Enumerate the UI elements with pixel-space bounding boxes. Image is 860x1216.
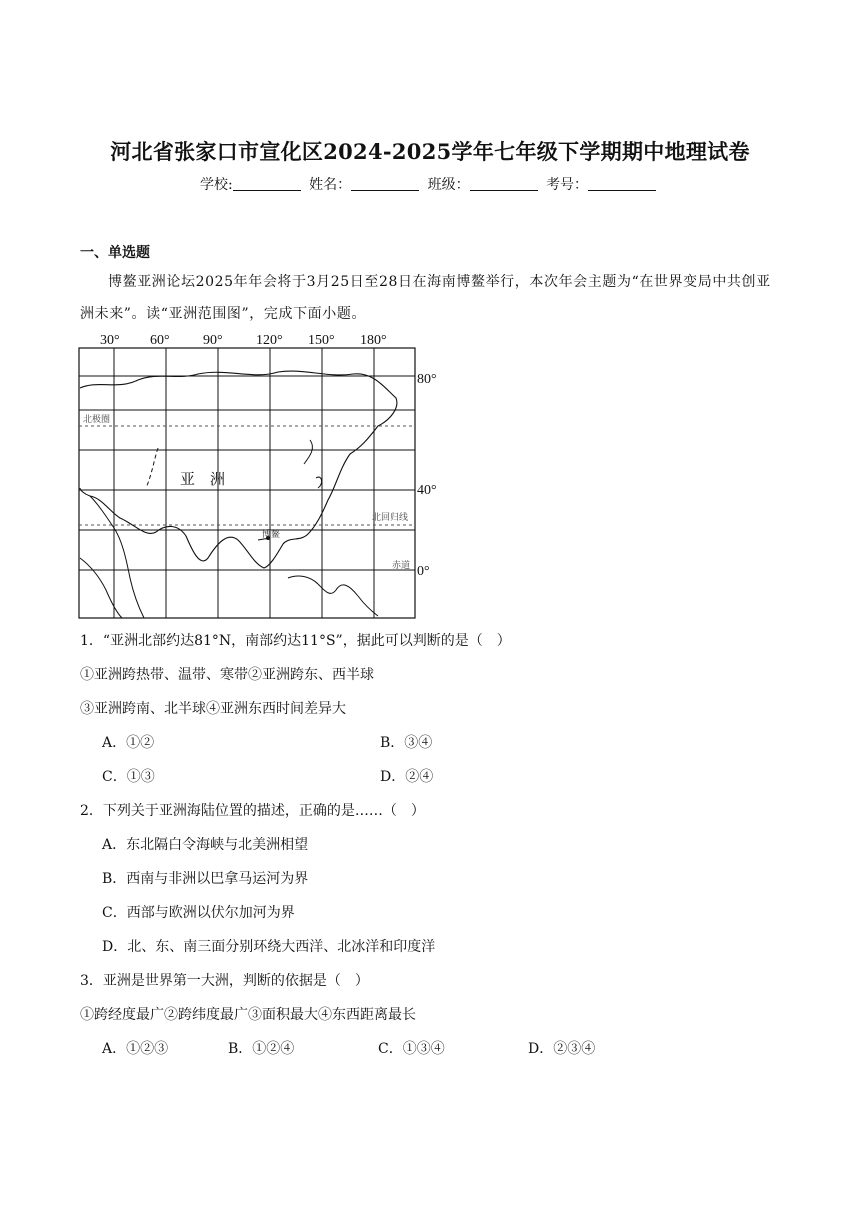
exam-number-label: 考号：: [546, 177, 589, 193]
name-label: 姓名：: [309, 177, 352, 193]
question-3-option-b[interactable]: B．①②④: [228, 1041, 295, 1057]
question-2-option-a[interactable]: A．东北隔白令海峡与北美洲相望: [102, 837, 309, 853]
lon-label-120: 120°: [256, 333, 283, 348]
boao-label: 博鳌: [262, 530, 281, 540]
class-blank[interactable]: [470, 176, 538, 191]
question-1-option-c[interactable]: C．①③: [102, 769, 155, 785]
question-2-option-b[interactable]: B．西南与非洲以巴拿马运河为界: [102, 871, 309, 887]
arctic-circle-label: 北极圈: [83, 415, 111, 425]
question-3-option-d[interactable]: D．②③④: [528, 1041, 596, 1057]
equator-label: 赤道: [392, 561, 411, 571]
question-3-stem: 3．亚洲是世界第一大洲，判断的依据是（ ）: [80, 973, 369, 989]
student-info-row: [0, 174, 860, 194]
lon-label-60: 60°: [150, 333, 170, 348]
question-1-statement-1: ①亚洲跨热带、温带、寒带②亚洲跨东、西半球: [80, 667, 374, 683]
exam-number-blank[interactable]: [588, 176, 656, 191]
class-label: 班级：: [427, 177, 470, 193]
lat-label-80: 80°: [417, 372, 437, 387]
lon-label-150: 150°: [308, 333, 335, 348]
question-1-option-d[interactable]: D．②④: [380, 769, 434, 785]
question-1-stem: 1．“亚洲北部约达81°N，南部约达11°S”，据此可以判断的是（ ）: [80, 633, 511, 649]
tropic-label: 北回归线: [372, 513, 409, 523]
asia-map: [78, 328, 448, 620]
school-blank[interactable]: [233, 176, 301, 191]
school-label: 学校:: [199, 177, 233, 193]
asia-coastline: [80, 371, 397, 568]
lon-label-90: 90°: [203, 333, 223, 348]
question-2-stem: 2．下列关于亚洲海陆位置的描述，正确的是……（ ）: [80, 803, 425, 819]
question-2-option-d[interactable]: D．北、东、南三面分别环绕大西洋、北冰洋和印度洋: [102, 939, 436, 955]
asia-region-label: 亚 洲: [180, 470, 226, 488]
question-2-option-c[interactable]: C．西部与欧洲以伏尔加河为界: [102, 905, 295, 921]
question-intro: 博鳌亚洲论坛2025年年会将于3月25日至28日在海南博鳌举行，本次年会主题为“在世界变局中共创亚洲未来”。读“亚洲范围图”，完成下面小题。: [80, 274, 771, 322]
lon-label-180: 180°: [360, 333, 387, 348]
question-3-option-c[interactable]: C．①③④: [378, 1041, 445, 1057]
question-1-statement-2: ③亚洲跨南、北半球④亚洲东西时间差异大: [80, 701, 346, 717]
section-title: 一、单选题: [80, 245, 150, 261]
name-blank[interactable]: [351, 176, 419, 191]
lat-label-0: 0°: [417, 564, 430, 579]
question-3-statement-1: ①跨经度最广②跨纬度最广③面积最大④东西距离最长: [80, 1007, 416, 1023]
question-1-option-a[interactable]: A．①②: [102, 735, 155, 751]
lat-label-40: 40°: [417, 483, 437, 498]
question-3-option-a[interactable]: A．①②③: [102, 1041, 169, 1057]
exam-title: 河北省张家口市宣化区2024-2025学年七年级下学期期中地理试卷: [110, 139, 750, 164]
question-1-option-b[interactable]: B．③④: [380, 735, 433, 751]
lon-label-30: 30°: [100, 333, 120, 348]
